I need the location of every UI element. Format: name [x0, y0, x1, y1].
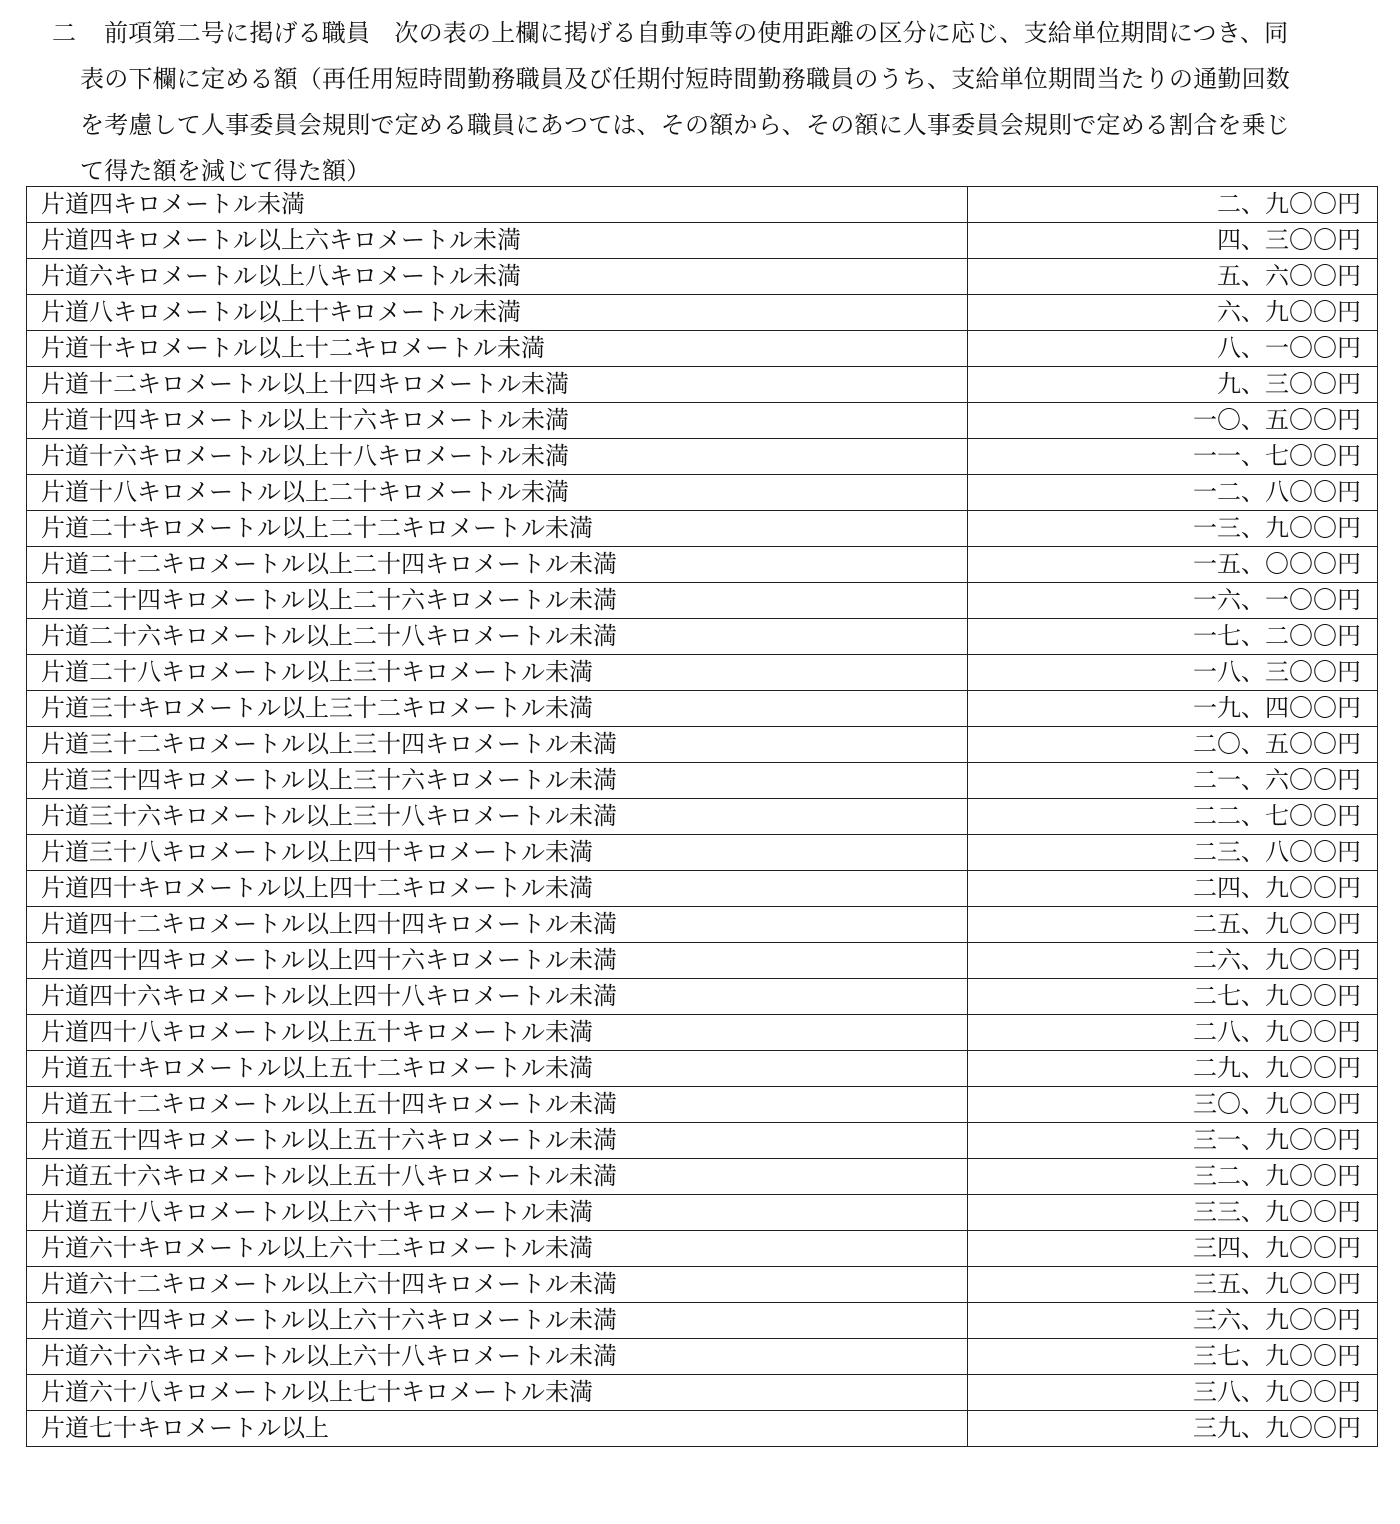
table-row	[27, 655, 1378, 691]
distance-cell: 片道五十六キロメートル以上五十八キロメートル未満	[27, 1159, 968, 1195]
amount-cell: 三七、九〇〇円	[968, 1339, 1378, 1375]
distance-cell: 片道六キロメートル以上八キロメートル未満	[27, 259, 968, 295]
table-row	[27, 763, 1378, 799]
amount-cell: 二三、八〇〇円	[968, 835, 1378, 871]
distance-cell: 片道五十八キロメートル以上六十キロメートル未満	[27, 1195, 968, 1231]
table-row	[27, 1231, 1378, 1267]
table-row	[27, 979, 1378, 1015]
amount-cell: 五、六〇〇円	[968, 259, 1378, 295]
distance-cell: 片道三十四キロメートル以上三十六キロメートル未満	[27, 763, 968, 799]
table-row	[27, 187, 1378, 223]
amount-cell: 一五、〇〇〇円	[968, 547, 1378, 583]
distance-cell: 片道四十四キロメートル以上四十六キロメートル未満	[27, 943, 968, 979]
amount-cell: 三三、九〇〇円	[968, 1195, 1378, 1231]
distance-cell: 片道二十二キロメートル以上二十四キロメートル未満	[27, 547, 968, 583]
distance-cell: 片道六十八キロメートル以上七十キロメートル未満	[27, 1375, 968, 1411]
amount-cell: 三二、九〇〇円	[968, 1159, 1378, 1195]
intro-line: 表の下欄に定める額（再任用短時間勤務職員及び任期付短時間勤務職員のうち、支給単位期間当たりの通勤回数	[80, 65, 1290, 93]
amount-cell: 二六、九〇〇円	[968, 943, 1378, 979]
table-row	[27, 727, 1378, 763]
table-row	[27, 439, 1378, 475]
intro-line: を考慮して人事委員会規則で定める職員にあつては、その額から、その額に人事委員会規則で定める割合を乗じ	[80, 111, 1290, 139]
table-row	[27, 799, 1378, 835]
amount-cell: 二四、九〇〇円	[968, 871, 1378, 907]
table-row	[27, 835, 1378, 871]
amount-cell: 一八、三〇〇円	[968, 655, 1378, 691]
amount-cell: 二七、九〇〇円	[968, 979, 1378, 1015]
table-row	[27, 1303, 1378, 1339]
amount-cell: 九、三〇〇円	[968, 367, 1378, 403]
amount-cell: 三八、九〇〇円	[968, 1375, 1378, 1411]
intro-line: 前項第二号に掲げる職員 次の表の上欄に掲げる自動車等の使用距離の区分に応じ、支給単位期間につき、同	[104, 19, 1289, 47]
distance-cell: 片道二十六キロメートル以上二十八キロメートル未満	[27, 619, 968, 655]
table-row	[27, 907, 1378, 943]
amount-cell: 二一、六〇〇円	[968, 763, 1378, 799]
distance-cell: 片道四十二キロメートル以上四十四キロメートル未満	[27, 907, 968, 943]
table-row	[27, 1339, 1378, 1375]
distance-cell: 片道六十二キロメートル以上六十四キロメートル未満	[27, 1267, 968, 1303]
item-marker: 二	[52, 19, 77, 47]
distance-cell: 片道四キロメートル未満	[27, 187, 968, 223]
table-row	[27, 223, 1378, 259]
distance-cell: 片道七十キロメートル以上	[27, 1411, 968, 1447]
distance-cell: 片道四十八キロメートル以上五十キロメートル未満	[27, 1015, 968, 1051]
amount-cell: 二〇、五〇〇円	[968, 727, 1378, 763]
distance-cell: 片道十四キロメートル以上十六キロメートル未満	[27, 403, 968, 439]
distance-cell: 片道十二キロメートル以上十四キロメートル未満	[27, 367, 968, 403]
amount-cell: 一二、八〇〇円	[968, 475, 1378, 511]
table-row	[27, 1375, 1378, 1411]
table-row	[27, 1051, 1378, 1087]
distance-cell: 片道四キロメートル以上六キロメートル未満	[27, 223, 968, 259]
amount-cell: 二二、七〇〇円	[968, 799, 1378, 835]
table-row	[27, 1087, 1378, 1123]
table-row	[27, 1159, 1378, 1195]
amount-cell: 二、九〇〇円	[968, 187, 1378, 223]
distance-cell: 片道三十二キロメートル以上三十四キロメートル未満	[27, 727, 968, 763]
distance-cell: 片道三十キロメートル以上三十二キロメートル未満	[27, 691, 968, 727]
table-row	[27, 1195, 1378, 1231]
table-row	[27, 1123, 1378, 1159]
amount-cell: 三一、九〇〇円	[968, 1123, 1378, 1159]
amount-cell: 三九、九〇〇円	[968, 1411, 1378, 1447]
table-row	[27, 367, 1378, 403]
distance-cell: 片道二十四キロメートル以上二十六キロメートル未満	[27, 583, 968, 619]
distance-cell: 片道二十八キロメートル以上三十キロメートル未満	[27, 655, 968, 691]
table-row	[27, 331, 1378, 367]
table-row	[27, 1015, 1378, 1051]
amount-cell: 一六、一〇〇円	[968, 583, 1378, 619]
allowance-rate-table	[26, 186, 1378, 1447]
table-row	[27, 943, 1378, 979]
amount-cell: 一〇、五〇〇円	[968, 403, 1378, 439]
amount-cell: 八、一〇〇円	[968, 331, 1378, 367]
distance-cell: 片道十キロメートル以上十二キロメートル未満	[27, 331, 968, 367]
intro-line: て得た額を減じて得た額）	[80, 157, 371, 185]
table-row	[27, 1411, 1378, 1447]
distance-cell: 片道十八キロメートル以上二十キロメートル未満	[27, 475, 968, 511]
amount-cell: 二九、九〇〇円	[968, 1051, 1378, 1087]
distance-cell: 片道五十四キロメートル以上五十六キロメートル未満	[27, 1123, 968, 1159]
distance-cell: 片道五十二キロメートル以上五十四キロメートル未満	[27, 1087, 968, 1123]
table-row	[27, 871, 1378, 907]
distance-cell: 片道五十キロメートル以上五十二キロメートル未満	[27, 1051, 968, 1087]
intro-paragraph	[52, 10, 1392, 194]
table-row	[27, 619, 1378, 655]
distance-cell: 片道四十キロメートル以上四十二キロメートル未満	[27, 871, 968, 907]
table-row	[27, 691, 1378, 727]
distance-cell: 片道三十六キロメートル以上三十八キロメートル未満	[27, 799, 968, 835]
distance-cell: 片道三十八キロメートル以上四十キロメートル未満	[27, 835, 968, 871]
amount-cell: 四、三〇〇円	[968, 223, 1378, 259]
distance-cell: 片道二十キロメートル以上二十二キロメートル未満	[27, 511, 968, 547]
table-row	[27, 403, 1378, 439]
table-row	[27, 1267, 1378, 1303]
amount-cell: 三五、九〇〇円	[968, 1267, 1378, 1303]
distance-cell: 片道六十四キロメートル以上六十六キロメートル未満	[27, 1303, 968, 1339]
table-row	[27, 547, 1378, 583]
amount-cell: 一三、九〇〇円	[968, 511, 1378, 547]
amount-cell: 三四、九〇〇円	[968, 1231, 1378, 1267]
distance-cell: 片道十六キロメートル以上十八キロメートル未満	[27, 439, 968, 475]
amount-cell: 二五、九〇〇円	[968, 907, 1378, 943]
table-row	[27, 511, 1378, 547]
distance-cell: 片道六十六キロメートル以上六十八キロメートル未満	[27, 1339, 968, 1375]
amount-cell: 二八、九〇〇円	[968, 1015, 1378, 1051]
table-row	[27, 259, 1378, 295]
amount-cell: 六、九〇〇円	[968, 295, 1378, 331]
amount-cell: 一七、二〇〇円	[968, 619, 1378, 655]
table-row	[27, 295, 1378, 331]
amount-cell: 一九、四〇〇円	[968, 691, 1378, 727]
rate-table-body	[27, 187, 1378, 1447]
table-row	[27, 583, 1378, 619]
amount-cell: 一一、七〇〇円	[968, 439, 1378, 475]
amount-cell: 三〇、九〇〇円	[968, 1087, 1378, 1123]
table-row	[27, 475, 1378, 511]
distance-cell: 片道八キロメートル以上十キロメートル未満	[27, 295, 968, 331]
amount-cell: 三六、九〇〇円	[968, 1303, 1378, 1339]
distance-cell: 片道四十六キロメートル以上四十八キロメートル未満	[27, 979, 968, 1015]
distance-cell: 片道六十キロメートル以上六十二キロメートル未満	[27, 1231, 968, 1267]
